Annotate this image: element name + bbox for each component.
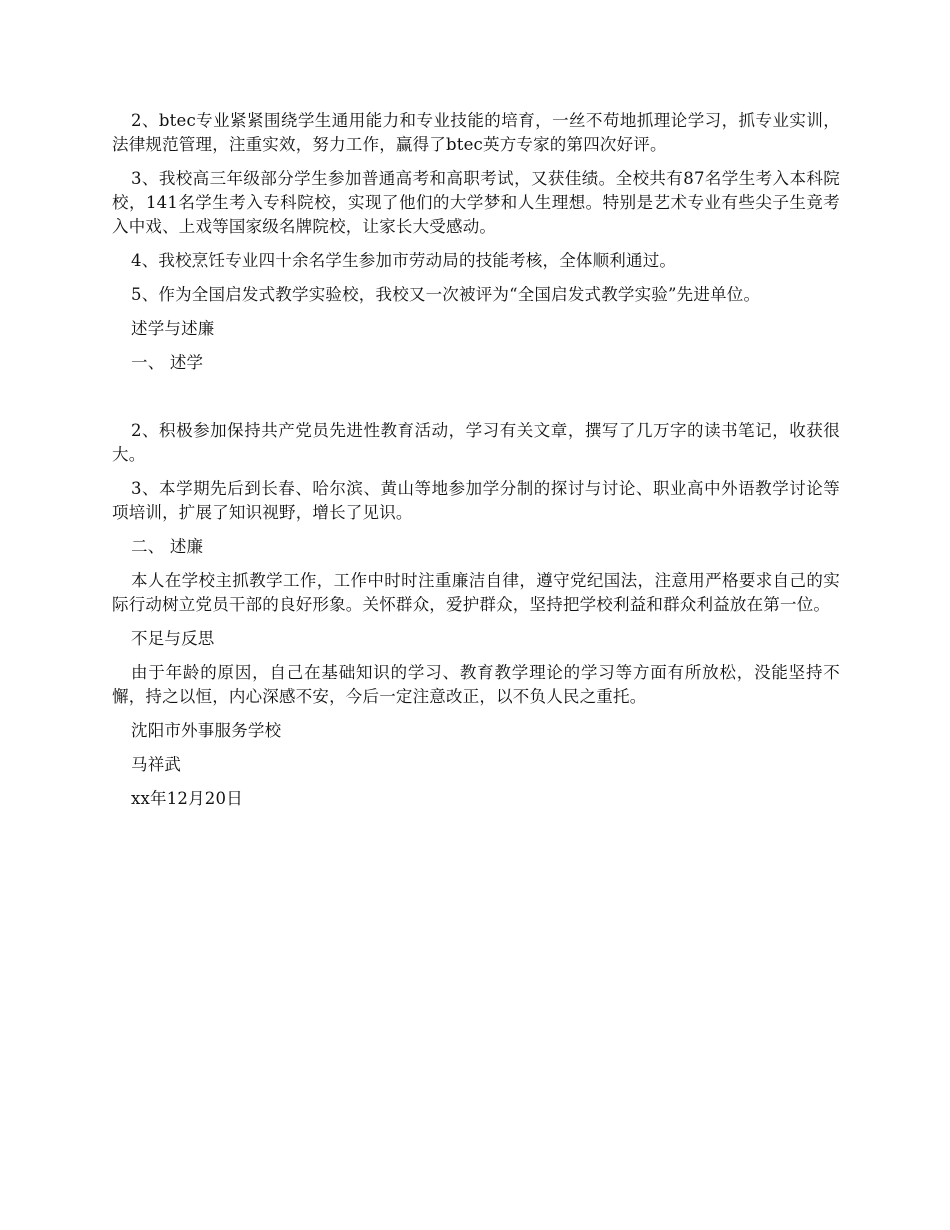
paragraph-cooking-assessment: 4、我校烹饪专业四十余名学生参加市劳动局的技能考核，全体顺利通过。 (131, 251, 677, 270)
subheading-integrity: 二、 述廉 (131, 537, 204, 556)
document-body (112, 109, 840, 821)
signature-date: xx年12月20日 (131, 789, 243, 808)
paragraph-integrity: 本人在学校主抓教学工作，工作中时时注重廉洁自律，遵守党纪国法，注意用严格要求自己的实际行动树立党员干部的良好形象。关怀群众，爱护群众，坚持把学校利益和群众利益放在第一位。 (112, 571, 840, 614)
paragraph-party-education: 2、积极参加保持共产党员先进性教育活动，学习有关文章，撰写了几万字的读书笔记，收获很大。 (112, 421, 840, 464)
paragraph-btec-praise: 2、btec专业紧紧围绕学生通用能力和专业技能的培育，一丝不苟地抓理论学习，抓专业实训，法律规范管理，注重实效，努力工作，赢得了btec英方专家的第四次好评。 (112, 111, 840, 154)
signature-school: 沈阳市外事服务学校 (131, 721, 282, 740)
subheading-study: 一、 述学 (131, 353, 204, 372)
section-heading-reflection: 不足与反思 (131, 629, 215, 648)
paragraph-reflection: 由于年龄的原因，自己在基础知识的学习、教育教学理论的学习等方面有所放松，没能坚持不懈，持之以恒，内心深感不安，今后一定注意改正，以不负人民之重托。 (112, 663, 840, 706)
section-heading-study-integrity: 述学与述廉 (131, 319, 215, 338)
paragraph-experimental-school: 5、作为全国启发式教学实验校，我校又一次被评为“全国启发式教学实验”先进单位。 (131, 285, 761, 304)
blank-line (112, 385, 840, 419)
paragraph-exam-results: 3、我校高三年级部分学生参加普通高考和高职考试，又获佳绩。全校共有87名学生考入本科院校，141名学生考入专科院校，实现了他们的大学梦和人生理想。特别是艺术专业有些尖子生竟考入中戏、上戏等国家级名牌院校，让家长大受感动。 (112, 169, 840, 236)
paragraph-training: 3、本学期先后到长春、哈尔滨、黄山等地参加学分制的探讨与讨论、职业高中外语教学讨论等项培训，扩展了知识视野，增长了见识。 (112, 479, 840, 522)
signature-name: 马祥武 (131, 755, 182, 774)
